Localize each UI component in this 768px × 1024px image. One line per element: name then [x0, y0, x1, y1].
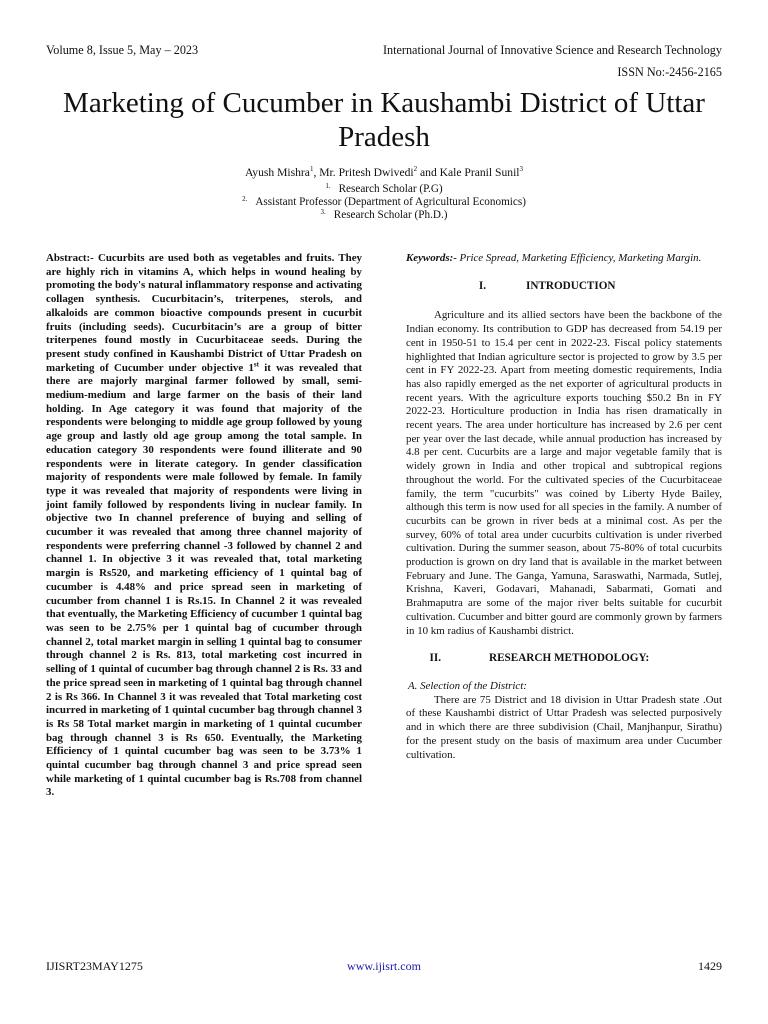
section-2-title: RESEARCH METHODOLOGY: [489, 652, 650, 665]
author-1: Ayush Mishra [244, 166, 310, 179]
affiliation-2-num: 2. [242, 195, 248, 203]
subsection-heading-selection: A. Selection of the District: [408, 679, 527, 692]
keywords [406, 252, 722, 266]
journal-name: International Journal of Innovative Science and Research Technology [382, 43, 722, 57]
affiliation-2 [0, 195, 768, 208]
right-column [406, 252, 722, 762]
authors-line [0, 166, 768, 179]
author-3-sup: 3 [519, 165, 524, 174]
volume-issue: Volume 8, Issue 5, May – 2023 [46, 43, 199, 57]
issn: ISSN No:-2456-2165 [617, 65, 722, 79]
author-1-sup: 1 [309, 165, 314, 174]
author-2: , Mr. Pritesh Dwivedi [313, 166, 414, 179]
affiliation-3-num: 3. [320, 208, 326, 216]
introduction-paragraph: Agriculture and its allied sectors have been the backbone of the Indian economy. Its contribution to GDP has decreased from 54.19 per cent in 1950-51 to 15.4 per cent in 2022-23. Fiscal policy statements highlighted that Indian agriculture sector is projected to grow by 3.5 per cent in FY 2022-23. Apart from meeting domestic requirements, India has also rapidly emerged as the net exporter of agricultural products in recent years. With the agriculture exports touching $50.2 Bn in FY 2022-23. Horticulture production in India has risen dramatically in recent years. The area under horticulture has increased by 2.6 per cent per year over the last decade, while annual production has increased by 4.8 per cent. Cucurbits are a large and major vegetable family that is widely grown in India and other tropical and subtropical regions throughout the world. For the cultivated species of the Cucurbitaceae family, the term "cucurbits" was coined by Liberty Hyde Bailey, although this term is now used for all species in the family. A number of cucurbits can be grown in river beds at a minimal cost. As per the survey, 60% of total area under cucurbits cultivation is under riverbed cultivation. During the summer season, about 75-80% of total cucurbits production is grown on dry land that is available in the market between February and June. The Ganga, Yamuna, Saraswathi, Narmada, Sutlej, Krishna, Kaveri, Godavari, Mahanadi, Sabarmati, Gomati and Brahmaputra are some of the major river belts suitable for cucurbit cultivation. Cucumber and bitter gourd are commonly grown by farmers in 10 km radius of Kaushambi district. [406, 309, 722, 637]
keywords-label: Keywords:- [406, 252, 457, 264]
author-2-sup: 2 [413, 165, 418, 174]
page-number: 1429 [698, 959, 722, 973]
section-1-title: INTRODUCTION [526, 279, 616, 292]
affiliation-1-text: Research Scholar (P.G) [338, 183, 443, 195]
paper-title: Marketing of Cucumber in Kaushambi District of Uttar Pradesh [63, 87, 705, 153]
section-1-number: I. [478, 279, 486, 292]
affiliation-3-text: Research Scholar (Ph.D.) [333, 209, 448, 221]
abstract-part-2: it was revealed that there are majorly marginal farmer followed by small, semi-medium-medium and large farmer on the basis of their land holding. In Age category it was found that majority of the respondents were belonging to middle age group followed by young age group and lastly old age group among the total sample. In education category 30 respondents were found illiterate and 90 respondents were in literate category. In gender classification majority of respondents were male followed by female. In family type it was revealed that majority of respondents were living in joint family followed by respondents living in nuclear family. In objective two In channel preference of buying and selling of cucumber it was revealed that among three channel majority of respondents were preferring channel -3 followed by channel 2 and channel 1. In objective 3 it was revealed that, total marketing margin is Rs520, and marketing efficiency of 1 quintal bag of cucumber is 4.48% and price spread seen in marketing of cucumber from channel 1 is Rs.15. In Channel 2 it was revealed that eventually, the Marketing Efficiency of cucumber 1 quintal bag was seen to be 2.75% per 1 quintal bag of cucumber through channel 2, total market margin in selling 1 quintal bag to consumer through channel 2 is Rs. 813, total marketing cost incurred in selling of 1 quintal of cucumber bag through channel 2 is Rs. 33 and the price spread seen in marketing of 1 quintal bag through channel 2 is Rs 366. In Channel 3 it was revealed that Total marketing cost incurred in marketing of 1 quintal cucumber bag through channel 3 is Rs 58 Total market margin in marketing of 1 quintal cucumber bag through channel 3 is Rs 650. Eventually, the Marketing Efficiency of 1 quintal cucumber bag was seen to be 3.73% 1 quintal cucumber bag through channel 3 and price spread seen while marketing of 1 quintal cucumber bag is Rs.708 from channel 3. [46, 361, 362, 799]
section-2-number: II. [429, 652, 441, 665]
keywords-text: Price Spread, Marketing Efficiency, Marketing Margin. [456, 252, 702, 264]
methodology-paragraph: There are 75 District and 18 division in Uttar Pradesh state .Out of these Kaushambi district of Uttar Pradesh was selected purposively and in which there are three subdivision (Chail, Manjhanpur, Sirathu) for the present study on the basis of maximum area under Cucumber cultivation. [406, 693, 722, 761]
abstract-sup: st [253, 360, 259, 368]
journal-link[interactable]: www.ijisrt.com [347, 959, 421, 973]
abstract [46, 252, 362, 800]
affiliation-2-text: Assistant Professor (Department of Agricultural Economics) [255, 196, 526, 208]
paper-code: IJISRT23MAY1275 [46, 959, 143, 973]
section-heading-introduction [406, 280, 722, 294]
affiliation-3 [0, 208, 768, 221]
author-3: and Kale Pranil Sunil [417, 166, 520, 179]
affiliation-1 [0, 182, 768, 195]
section-heading-methodology [406, 652, 722, 666]
abstract-part-1: Abstract:- Cucurbits are used both as vegetables and fruits. They are highly rich in vitamins A, which helps in wound healing by promoting the body's natural inflammatory response and activating collagen synthesis. Cucurbitacin’s, triterpenes, sterols, and alkaloids are common bioactive compounds present in cucurbit fruits (including seeds). Cucurbitacin’s are a group of bitter triterpenes found mostly in Cucurbitaceae seeds. During the present study confined in Kaushambi District of Uttar Pradesh on marketing of Cucumber under objective 1 [46, 252, 362, 374]
affiliation-1-num: 1. [325, 182, 331, 190]
